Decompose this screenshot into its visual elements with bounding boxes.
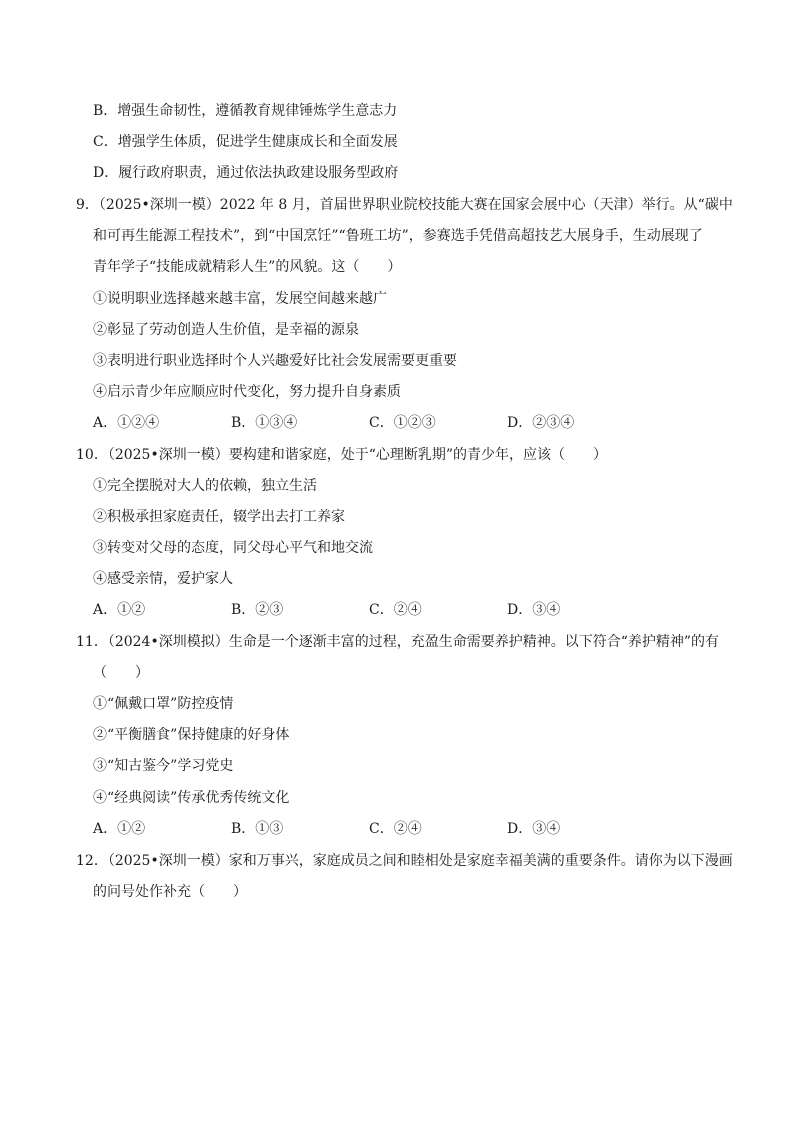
q9-option-d[interactable]: D．②③④: [507, 415, 575, 431]
q9-item-2: ②彰显了劳动创造人生价值，是幸福的源泉: [93, 322, 359, 338]
q11-stem-line2: （ ）: [93, 665, 149, 681]
q11-stem-line1: 11．（2024•深圳模拟）生命是一个逐渐丰富的过程，充盈生命需要养护精神。以下符合“养护精神”的有: [76, 634, 720, 650]
q9-option-c[interactable]: C．①②③: [369, 415, 436, 431]
q9-item-1: ①说明职业选择越来越丰富，发展空间越来越广: [93, 291, 387, 307]
q10-options: [93, 600, 645, 620]
q10-item-3: ③转变对父母的态度，同父母心平气和地交流: [93, 540, 373, 556]
q10-option-a[interactable]: A．①②: [93, 602, 146, 618]
prev-option-c: C．增强学生体质，促进学生健康成长和全面发展: [93, 134, 398, 150]
q9-option-b[interactable]: B．①③④: [231, 415, 298, 431]
q10-option-b[interactable]: B．②③: [231, 602, 284, 618]
q10-option-c[interactable]: C．②④: [369, 602, 422, 618]
q11-item-4: ④“经典阅读”传承优秀传统文化: [93, 790, 290, 806]
q9-stem-line2: 和可再生能源工程技术”，到“中国烹饪”“鲁班工坊”，参赛选手凭借高超技艺大展身手，生动展现了: [93, 228, 703, 244]
q9-item-3: ③表明进行职业选择时个人兴趣爱好比社会发展需要更重要: [93, 353, 457, 369]
q11-item-2: ②“平衡膳食”保持健康的好身体: [93, 727, 290, 743]
q9-options: [93, 413, 645, 433]
q9-option-a[interactable]: A．①②④: [93, 415, 160, 431]
q12-stem-line2: 的问号处作补充（ ）: [93, 884, 247, 900]
q10-stem-line1: 10．（2025•深圳一模）要构建和谐家庭，处于“心理断乳期”的青少年，应该（ ）: [76, 447, 608, 463]
q10-item-2: ②积极承担家庭责任，辍学出去打工养家: [93, 509, 345, 525]
q9-item-4: ④启示青少年应顺应时代变化，努力提升自身素质: [93, 384, 401, 400]
prev-option-b: B．增强生命韧性，遵循教育规律锤炼学生意志力: [93, 103, 398, 119]
q10-item-1: ①完全摆脱对大人的依赖，独立生活: [93, 478, 317, 494]
q11-option-b[interactable]: B．①③: [231, 821, 284, 837]
q11-options: [93, 819, 645, 839]
q10-item-4: ④感受亲情，爱护家人: [93, 571, 233, 587]
q9-stem-line1: 9．（2025•深圳一模）2022 年 8 月，首届世界职业院校技能大赛在国家会展中心（天津）举行。从“碳中: [76, 197, 733, 213]
q11-option-d[interactable]: D．③④: [507, 821, 561, 837]
q9-stem-line3: 青年学子“技能成就精彩人生”的风貌。这（ ）: [93, 259, 402, 275]
q11-option-a[interactable]: A．①②: [93, 821, 146, 837]
q11-item-3: ③“知古鉴今”学习党史: [93, 758, 234, 774]
q11-item-1: ①“佩戴口罩”防控疫情: [93, 696, 234, 712]
q11-option-c[interactable]: C．②④: [369, 821, 422, 837]
q10-option-d[interactable]: D．③④: [507, 602, 561, 618]
q12-stem-line1: 12．（2025•深圳一模）家和万事兴，家庭成员之间和睦相处是家庭幸福美满的重要条件。请你为以下漫画: [76, 853, 733, 869]
prev-option-d: D．履行政府职责，通过依法执政建设服务型政府: [93, 165, 399, 181]
